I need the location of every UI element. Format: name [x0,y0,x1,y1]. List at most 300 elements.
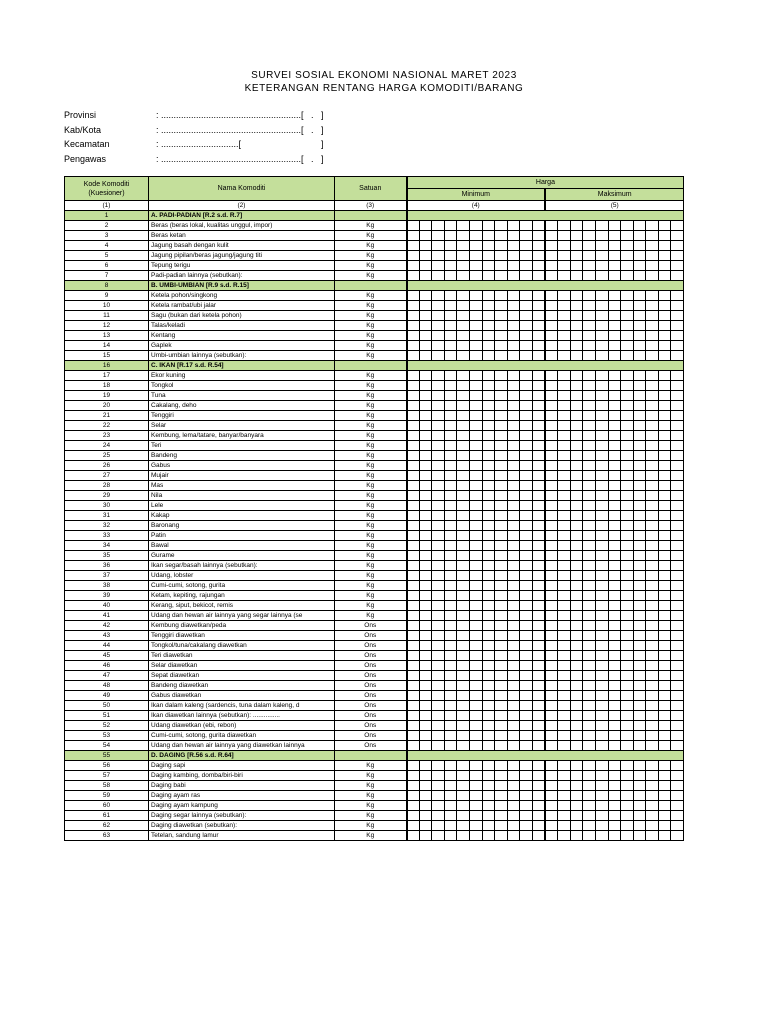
price-min-digit-cell[interactable] [432,431,445,441]
price-max-digit-cell[interactable] [595,561,608,571]
price-max-digit-cell[interactable] [658,581,671,591]
price-max-digit-cell[interactable] [633,661,646,671]
price-max-digit-cell[interactable] [621,421,634,431]
price-min-digit-cell[interactable] [469,331,482,341]
price-max-digit-cell[interactable] [570,391,583,401]
price-max-digit-cell[interactable] [633,251,646,261]
price-min-digit-cell[interactable] [507,811,520,821]
price-min-digit-cell[interactable] [507,521,520,531]
price-max-digit-cell[interactable] [658,781,671,791]
price-min-digit-cell[interactable] [457,591,470,601]
price-max-digit-cell[interactable] [545,681,558,691]
price-min-digit-cell[interactable] [444,411,457,421]
price-max-digit-cell[interactable] [583,381,596,391]
price-max-digit-cell[interactable] [646,571,659,581]
price-max-digit-cell[interactable] [583,221,596,231]
price-min-digit-cell[interactable] [407,401,420,411]
price-min-digit-cell[interactable] [520,621,533,631]
price-min-digit-cell[interactable] [407,301,420,311]
price-min-digit-cell[interactable] [469,231,482,241]
price-min-digit-cell[interactable] [457,541,470,551]
price-max-digit-cell[interactable] [671,661,684,671]
price-min-digit-cell[interactable] [532,351,545,361]
price-max-digit-cell[interactable] [633,371,646,381]
price-max-digit-cell[interactable] [558,561,571,571]
price-min-digit-cell[interactable] [495,831,508,841]
price-min-digit-cell[interactable] [482,311,495,321]
price-max-digit-cell[interactable] [608,341,621,351]
price-min-digit-cell[interactable] [444,541,457,551]
price-max-digit-cell[interactable] [595,411,608,421]
price-max-digit-cell[interactable] [595,721,608,731]
price-min-digit-cell[interactable] [469,811,482,821]
price-max-digit-cell[interactable] [633,811,646,821]
price-max-digit-cell[interactable] [646,621,659,631]
price-min-digit-cell[interactable] [495,771,508,781]
price-max-digit-cell[interactable] [595,241,608,251]
price-min-digit-cell[interactable] [482,251,495,261]
price-min-digit-cell[interactable] [432,601,445,611]
price-min-digit-cell[interactable] [482,561,495,571]
price-max-digit-cell[interactable] [633,261,646,271]
price-min-digit-cell[interactable] [507,471,520,481]
price-min-digit-cell[interactable] [407,231,420,241]
price-max-digit-cell[interactable] [608,761,621,771]
price-max-digit-cell[interactable] [583,411,596,421]
price-min-digit-cell[interactable] [495,461,508,471]
price-min-digit-cell[interactable] [482,261,495,271]
price-max-digit-cell[interactable] [658,301,671,311]
price-min-digit-cell[interactable] [469,781,482,791]
price-max-digit-cell[interactable] [633,351,646,361]
price-min-digit-cell[interactable] [507,541,520,551]
price-max-digit-cell[interactable] [608,801,621,811]
price-max-digit-cell[interactable] [633,671,646,681]
price-min-digit-cell[interactable] [520,261,533,271]
price-min-digit-cell[interactable] [469,261,482,271]
price-min-digit-cell[interactable] [469,761,482,771]
price-max-digit-cell[interactable] [583,301,596,311]
price-max-digit-cell[interactable] [583,621,596,631]
price-min-digit-cell[interactable] [444,741,457,751]
price-min-digit-cell[interactable] [444,821,457,831]
price-max-digit-cell[interactable] [658,311,671,321]
price-min-digit-cell[interactable] [495,811,508,821]
price-max-digit-cell[interactable] [621,601,634,611]
price-max-digit-cell[interactable] [658,621,671,631]
price-max-digit-cell[interactable] [595,701,608,711]
price-max-digit-cell[interactable] [595,651,608,661]
price-max-digit-cell[interactable] [658,431,671,441]
price-min-digit-cell[interactable] [495,621,508,631]
price-max-digit-cell[interactable] [633,291,646,301]
price-min-digit-cell[interactable] [407,381,420,391]
price-min-digit-cell[interactable] [495,341,508,351]
price-max-digit-cell[interactable] [558,801,571,811]
price-max-digit-cell[interactable] [595,401,608,411]
price-max-digit-cell[interactable] [646,441,659,451]
price-min-digit-cell[interactable] [419,741,432,751]
field-value[interactable]: : ...............................[ ] [156,139,324,150]
price-min-digit-cell[interactable] [457,781,470,791]
price-min-digit-cell[interactable] [469,701,482,711]
price-min-digit-cell[interactable] [419,711,432,721]
price-min-digit-cell[interactable] [419,641,432,651]
price-max-digit-cell[interactable] [558,601,571,611]
price-max-digit-cell[interactable] [646,781,659,791]
price-max-digit-cell[interactable] [621,791,634,801]
price-min-digit-cell[interactable] [419,441,432,451]
price-min-digit-cell[interactable] [532,721,545,731]
price-min-digit-cell[interactable] [432,671,445,681]
price-min-digit-cell[interactable] [482,631,495,641]
price-max-digit-cell[interactable] [671,271,684,281]
price-max-digit-cell[interactable] [558,781,571,791]
price-min-digit-cell[interactable] [432,801,445,811]
price-min-digit-cell[interactable] [532,761,545,771]
price-max-digit-cell[interactable] [658,701,671,711]
price-max-digit-cell[interactable] [658,801,671,811]
price-min-digit-cell[interactable] [444,781,457,791]
price-min-digit-cell[interactable] [532,581,545,591]
price-max-digit-cell[interactable] [583,311,596,321]
price-max-digit-cell[interactable] [583,561,596,571]
price-min-digit-cell[interactable] [457,631,470,641]
price-max-digit-cell[interactable] [570,491,583,501]
price-min-digit-cell[interactable] [444,431,457,441]
price-min-digit-cell[interactable] [520,421,533,431]
price-min-digit-cell[interactable] [432,511,445,521]
price-max-digit-cell[interactable] [621,701,634,711]
price-max-digit-cell[interactable] [558,431,571,441]
price-max-digit-cell[interactable] [558,591,571,601]
price-max-digit-cell[interactable] [671,511,684,521]
price-max-digit-cell[interactable] [633,311,646,321]
price-min-digit-cell[interactable] [532,671,545,681]
price-min-digit-cell[interactable] [457,341,470,351]
price-min-digit-cell[interactable] [419,801,432,811]
price-min-digit-cell[interactable] [457,421,470,431]
price-max-digit-cell[interactable] [545,581,558,591]
price-min-digit-cell[interactable] [432,651,445,661]
price-max-digit-cell[interactable] [583,431,596,441]
price-min-digit-cell[interactable] [457,261,470,271]
price-max-digit-cell[interactable] [621,651,634,661]
price-max-digit-cell[interactable] [671,701,684,711]
price-max-digit-cell[interactable] [621,641,634,651]
price-max-digit-cell[interactable] [570,231,583,241]
price-min-digit-cell[interactable] [520,831,533,841]
price-max-digit-cell[interactable] [570,321,583,331]
price-max-digit-cell[interactable] [545,511,558,521]
price-min-digit-cell[interactable] [432,261,445,271]
price-max-digit-cell[interactable] [646,661,659,671]
price-max-digit-cell[interactable] [646,651,659,661]
price-min-digit-cell[interactable] [532,811,545,821]
price-min-digit-cell[interactable] [495,291,508,301]
price-min-digit-cell[interactable] [520,331,533,341]
price-min-digit-cell[interactable] [520,761,533,771]
price-min-digit-cell[interactable] [407,681,420,691]
price-min-digit-cell[interactable] [444,441,457,451]
price-max-digit-cell[interactable] [558,351,571,361]
price-min-digit-cell[interactable] [507,331,520,341]
price-max-digit-cell[interactable] [646,681,659,691]
price-min-digit-cell[interactable] [407,661,420,671]
price-max-digit-cell[interactable] [658,571,671,581]
price-min-digit-cell[interactable] [457,731,470,741]
price-max-digit-cell[interactable] [633,541,646,551]
price-min-digit-cell[interactable] [407,721,420,731]
price-min-digit-cell[interactable] [495,381,508,391]
price-min-digit-cell[interactable] [482,441,495,451]
price-min-digit-cell[interactable] [457,661,470,671]
price-min-digit-cell[interactable] [532,311,545,321]
price-min-digit-cell[interactable] [532,831,545,841]
price-max-digit-cell[interactable] [646,561,659,571]
price-min-digit-cell[interactable] [419,541,432,551]
price-min-digit-cell[interactable] [532,731,545,741]
price-min-digit-cell[interactable] [495,741,508,751]
price-min-digit-cell[interactable] [520,221,533,231]
price-min-digit-cell[interactable] [495,401,508,411]
price-max-digit-cell[interactable] [621,551,634,561]
price-min-digit-cell[interactable] [482,681,495,691]
price-min-digit-cell[interactable] [444,271,457,281]
price-max-digit-cell[interactable] [545,571,558,581]
price-min-digit-cell[interactable] [444,701,457,711]
price-min-digit-cell[interactable] [507,401,520,411]
price-min-digit-cell[interactable] [482,531,495,541]
price-max-digit-cell[interactable] [658,461,671,471]
price-min-digit-cell[interactable] [532,511,545,521]
price-max-digit-cell[interactable] [671,381,684,391]
price-min-digit-cell[interactable] [507,231,520,241]
price-min-digit-cell[interactable] [457,401,470,411]
price-max-digit-cell[interactable] [583,811,596,821]
price-max-digit-cell[interactable] [545,801,558,811]
price-min-digit-cell[interactable] [520,321,533,331]
price-max-digit-cell[interactable] [608,271,621,281]
price-max-digit-cell[interactable] [621,371,634,381]
price-max-digit-cell[interactable] [633,591,646,601]
price-max-digit-cell[interactable] [558,761,571,771]
field-value[interactable]: : ........................................................[ . ] [156,110,324,121]
price-min-digit-cell[interactable] [469,451,482,461]
price-min-digit-cell[interactable] [419,781,432,791]
price-max-digit-cell[interactable] [545,781,558,791]
price-min-digit-cell[interactable] [407,551,420,561]
price-max-digit-cell[interactable] [671,801,684,811]
price-max-digit-cell[interactable] [633,391,646,401]
price-max-digit-cell[interactable] [558,521,571,531]
price-min-digit-cell[interactable] [520,521,533,531]
price-min-digit-cell[interactable] [520,531,533,541]
price-max-digit-cell[interactable] [545,591,558,601]
price-min-digit-cell[interactable] [444,381,457,391]
price-max-digit-cell[interactable] [583,821,596,831]
price-max-digit-cell[interactable] [545,321,558,331]
price-max-digit-cell[interactable] [595,491,608,501]
price-max-digit-cell[interactable] [671,551,684,561]
price-max-digit-cell[interactable] [583,391,596,401]
price-min-digit-cell[interactable] [532,231,545,241]
price-max-digit-cell[interactable] [671,811,684,821]
price-min-digit-cell[interactable] [520,431,533,441]
price-max-digit-cell[interactable] [608,601,621,611]
price-max-digit-cell[interactable] [608,321,621,331]
price-min-digit-cell[interactable] [432,331,445,341]
price-min-digit-cell[interactable] [444,461,457,471]
price-max-digit-cell[interactable] [570,741,583,751]
price-max-digit-cell[interactable] [608,781,621,791]
price-min-digit-cell[interactable] [444,731,457,741]
price-max-digit-cell[interactable] [545,301,558,311]
price-max-digit-cell[interactable] [671,231,684,241]
price-max-digit-cell[interactable] [570,411,583,421]
price-max-digit-cell[interactable] [608,691,621,701]
price-min-digit-cell[interactable] [457,461,470,471]
price-max-digit-cell[interactable] [583,291,596,301]
price-max-digit-cell[interactable] [633,721,646,731]
price-min-digit-cell[interactable] [457,671,470,681]
price-min-digit-cell[interactable] [407,451,420,461]
price-min-digit-cell[interactable] [407,521,420,531]
price-min-digit-cell[interactable] [495,581,508,591]
price-min-digit-cell[interactable] [419,481,432,491]
price-min-digit-cell[interactable] [444,711,457,721]
price-max-digit-cell[interactable] [545,431,558,441]
price-max-digit-cell[interactable] [583,591,596,601]
price-max-digit-cell[interactable] [545,261,558,271]
price-min-digit-cell[interactable] [495,721,508,731]
price-min-digit-cell[interactable] [432,541,445,551]
price-min-digit-cell[interactable] [482,831,495,841]
price-max-digit-cell[interactable] [558,771,571,781]
price-min-digit-cell[interactable] [495,661,508,671]
price-min-digit-cell[interactable] [457,451,470,461]
price-min-digit-cell[interactable] [419,671,432,681]
price-min-digit-cell[interactable] [457,581,470,591]
price-min-digit-cell[interactable] [407,411,420,421]
price-min-digit-cell[interactable] [444,721,457,731]
price-max-digit-cell[interactable] [633,491,646,501]
price-min-digit-cell[interactable] [469,321,482,331]
price-min-digit-cell[interactable] [507,591,520,601]
price-max-digit-cell[interactable] [646,701,659,711]
price-min-digit-cell[interactable] [495,311,508,321]
price-min-digit-cell[interactable] [495,691,508,701]
price-min-digit-cell[interactable] [520,571,533,581]
price-max-digit-cell[interactable] [608,671,621,681]
price-max-digit-cell[interactable] [570,511,583,521]
price-min-digit-cell[interactable] [482,781,495,791]
price-max-digit-cell[interactable] [570,571,583,581]
price-min-digit-cell[interactable] [419,471,432,481]
price-max-digit-cell[interactable] [545,471,558,481]
price-min-digit-cell[interactable] [495,601,508,611]
price-min-digit-cell[interactable] [532,571,545,581]
price-min-digit-cell[interactable] [432,301,445,311]
price-max-digit-cell[interactable] [658,531,671,541]
price-max-digit-cell[interactable] [646,631,659,641]
price-min-digit-cell[interactable] [444,521,457,531]
price-max-digit-cell[interactable] [646,641,659,651]
price-max-digit-cell[interactable] [658,731,671,741]
price-max-digit-cell[interactable] [646,391,659,401]
price-min-digit-cell[interactable] [444,621,457,631]
price-max-digit-cell[interactable] [595,331,608,341]
price-max-digit-cell[interactable] [558,551,571,561]
price-min-digit-cell[interactable] [432,251,445,261]
price-max-digit-cell[interactable] [646,321,659,331]
price-max-digit-cell[interactable] [570,261,583,271]
price-min-digit-cell[interactable] [457,501,470,511]
price-min-digit-cell[interactable] [469,241,482,251]
price-max-digit-cell[interactable] [583,511,596,521]
price-min-digit-cell[interactable] [482,231,495,241]
price-max-digit-cell[interactable] [621,811,634,821]
price-min-digit-cell[interactable] [432,701,445,711]
price-min-digit-cell[interactable] [432,441,445,451]
price-min-digit-cell[interactable] [457,291,470,301]
price-min-digit-cell[interactable] [432,421,445,431]
price-max-digit-cell[interactable] [671,831,684,841]
price-max-digit-cell[interactable] [608,571,621,581]
price-min-digit-cell[interactable] [532,781,545,791]
price-min-digit-cell[interactable] [520,771,533,781]
price-min-digit-cell[interactable] [444,401,457,411]
price-max-digit-cell[interactable] [658,291,671,301]
price-min-digit-cell[interactable] [419,601,432,611]
price-min-digit-cell[interactable] [507,641,520,651]
price-max-digit-cell[interactable] [633,571,646,581]
price-max-digit-cell[interactable] [633,801,646,811]
price-max-digit-cell[interactable] [595,471,608,481]
price-min-digit-cell[interactable] [407,701,420,711]
price-min-digit-cell[interactable] [520,821,533,831]
price-min-digit-cell[interactable] [469,771,482,781]
price-min-digit-cell[interactable] [407,261,420,271]
price-max-digit-cell[interactable] [570,671,583,681]
price-min-digit-cell[interactable] [432,561,445,571]
price-min-digit-cell[interactable] [469,521,482,531]
price-max-digit-cell[interactable] [658,711,671,721]
price-max-digit-cell[interactable] [558,271,571,281]
price-max-digit-cell[interactable] [595,831,608,841]
price-max-digit-cell[interactable] [570,541,583,551]
price-max-digit-cell[interactable] [545,291,558,301]
price-max-digit-cell[interactable] [671,461,684,471]
price-max-digit-cell[interactable] [621,441,634,451]
price-max-digit-cell[interactable] [646,601,659,611]
price-min-digit-cell[interactable] [495,501,508,511]
price-max-digit-cell[interactable] [633,731,646,741]
price-min-digit-cell[interactable] [419,411,432,421]
price-max-digit-cell[interactable] [583,241,596,251]
price-max-digit-cell[interactable] [595,691,608,701]
price-max-digit-cell[interactable] [621,321,634,331]
price-max-digit-cell[interactable] [583,761,596,771]
price-max-digit-cell[interactable] [646,401,659,411]
price-max-digit-cell[interactable] [633,421,646,431]
price-min-digit-cell[interactable] [482,501,495,511]
price-max-digit-cell[interactable] [570,301,583,311]
price-max-digit-cell[interactable] [646,551,659,561]
price-min-digit-cell[interactable] [482,791,495,801]
price-min-digit-cell[interactable] [469,511,482,521]
price-min-digit-cell[interactable] [432,661,445,671]
